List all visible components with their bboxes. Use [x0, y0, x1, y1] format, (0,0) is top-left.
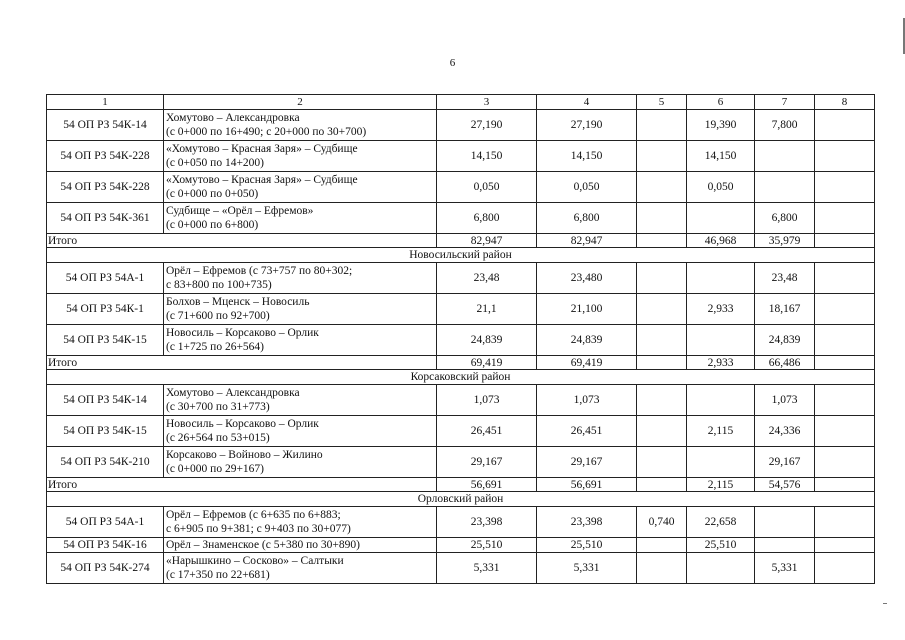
length-value: 5,331 — [437, 553, 537, 584]
total-value: 54,576 — [755, 478, 815, 492]
road-code: 54 ОП РЗ 54А-1 — [47, 263, 164, 294]
length-value — [637, 172, 687, 203]
road-row — [47, 538, 875, 553]
length-value: 25,510 — [437, 538, 537, 553]
road-name — [164, 416, 437, 447]
road-code: 54 ОП РЗ 54К-16 — [47, 538, 164, 553]
road-name-line: Корсаково – Войново – Жилино — [166, 449, 323, 461]
length-value — [637, 141, 687, 172]
road-row — [47, 141, 875, 172]
road-name-line: Орёл – Ефремов (с 6+635 по 6+883; — [166, 509, 341, 521]
road-code: 54 ОП РЗ 54К-14 — [47, 110, 164, 141]
road-name — [164, 385, 437, 416]
road-name-line: Болхов – Мценск – Новосиль — [166, 296, 310, 308]
length-value: 5,331 — [755, 553, 815, 584]
length-value — [687, 385, 755, 416]
road-name — [164, 172, 437, 203]
road-name-line: «Нарышкино – Сосково» – Салтыки — [166, 555, 344, 567]
total-value — [637, 356, 687, 370]
road-name — [164, 203, 437, 234]
road-row — [47, 416, 875, 447]
length-value — [815, 172, 875, 203]
total-row — [47, 234, 875, 248]
length-value — [637, 385, 687, 416]
length-value — [815, 385, 875, 416]
length-value — [687, 553, 755, 584]
road-code: 54 ОП РЗ 54К-1 — [47, 294, 164, 325]
column-header: 3 — [437, 95, 537, 110]
road-code: 54 ОП РЗ 54К-228 — [47, 141, 164, 172]
length-value — [637, 553, 687, 584]
road-section-range: (с 30+700 по 31+773) — [166, 401, 270, 413]
total-value — [637, 234, 687, 248]
length-value: 6,800 — [755, 203, 815, 234]
length-value — [687, 325, 755, 356]
road-code: 54 ОП РЗ 54К-14 — [47, 385, 164, 416]
length-value — [815, 325, 875, 356]
road-name — [164, 507, 437, 538]
length-value — [637, 263, 687, 294]
length-value: 29,167 — [537, 447, 637, 478]
column-header: 4 — [537, 95, 637, 110]
length-value — [815, 538, 875, 553]
length-value: 19,390 — [687, 110, 755, 141]
total-value: 69,419 — [537, 356, 637, 370]
length-value: 25,510 — [537, 538, 637, 553]
road-name — [164, 325, 437, 356]
length-value: 6,800 — [437, 203, 537, 234]
length-value: 14,150 — [537, 141, 637, 172]
road-section-range: (с 26+564 по 53+015) — [166, 432, 270, 444]
total-label: Итого — [47, 234, 437, 248]
column-header: 7 — [755, 95, 815, 110]
district-name: Новосильский район — [47, 248, 875, 263]
length-value — [815, 553, 875, 584]
total-value: 2,933 — [687, 356, 755, 370]
district-header-row — [47, 248, 875, 263]
total-value — [815, 234, 875, 248]
road-section-range: с 83+800 по 100+735) — [166, 279, 272, 291]
length-value — [815, 141, 875, 172]
length-value — [815, 263, 875, 294]
length-value: 25,510 — [687, 538, 755, 553]
roads-table — [46, 94, 875, 584]
length-value: 1,073 — [755, 385, 815, 416]
road-section-range: (с 0+000 по 16+490; с 20+000 по 30+700) — [166, 126, 367, 138]
total-value: 82,947 — [537, 234, 637, 248]
road-row — [47, 325, 875, 356]
length-value: 24,839 — [755, 325, 815, 356]
length-value: 6,800 — [537, 203, 637, 234]
length-value: 24,336 — [755, 416, 815, 447]
district-header-row — [47, 370, 875, 385]
column-header: 1 — [47, 95, 164, 110]
total-value: 46,968 — [687, 234, 755, 248]
length-value — [687, 203, 755, 234]
road-code: 54 ОП РЗ 54К-361 — [47, 203, 164, 234]
road-name — [164, 447, 437, 478]
road-name-line: Орёл – Ефремов (с 73+757 по 80+302; — [166, 265, 353, 277]
length-value: 1,073 — [537, 385, 637, 416]
road-name — [164, 538, 437, 553]
total-value: 56,691 — [537, 478, 637, 492]
length-value: 27,190 — [537, 110, 637, 141]
total-value — [815, 478, 875, 492]
column-header: 6 — [687, 95, 755, 110]
road-name — [164, 553, 437, 584]
total-label: Итого — [47, 356, 437, 370]
road-code: 54 ОП РЗ 54К-228 — [47, 172, 164, 203]
length-value — [815, 294, 875, 325]
length-value — [815, 507, 875, 538]
road-name-line: Хомутово – Александровка — [166, 387, 300, 399]
length-value — [755, 172, 815, 203]
length-value — [687, 447, 755, 478]
total-row — [47, 478, 875, 492]
total-value — [637, 478, 687, 492]
road-section-range: (с 17+350 по 22+681) — [166, 569, 270, 581]
road-name-line: «Хомутово – Красная Заря» – Судбище — [166, 174, 358, 186]
road-section-range: (с 0+000 по 6+800) — [166, 219, 259, 231]
total-value: 35,979 — [755, 234, 815, 248]
length-value — [815, 203, 875, 234]
length-value — [637, 447, 687, 478]
length-value: 26,451 — [437, 416, 537, 447]
road-name — [164, 141, 437, 172]
length-value: 21,1 — [437, 294, 537, 325]
road-row — [47, 172, 875, 203]
length-value: 23,480 — [537, 263, 637, 294]
length-value — [637, 325, 687, 356]
length-value: 26,451 — [537, 416, 637, 447]
district-name: Орловский район — [47, 492, 875, 507]
length-value — [815, 447, 875, 478]
length-value: 23,48 — [755, 263, 815, 294]
road-row — [47, 203, 875, 234]
length-value — [755, 141, 815, 172]
length-value — [815, 416, 875, 447]
length-value: 0,050 — [437, 172, 537, 203]
total-value: 69,419 — [437, 356, 537, 370]
length-value: 27,190 — [437, 110, 537, 141]
length-value: 14,150 — [437, 141, 537, 172]
length-value: 18,167 — [755, 294, 815, 325]
road-code: 54 ОП РЗ 54К-15 — [47, 416, 164, 447]
road-name-line: Новосиль – Корсаково – Орлик — [166, 327, 319, 339]
length-value: 29,167 — [755, 447, 815, 478]
road-code: 54 ОП РЗ 54А-1 — [47, 507, 164, 538]
length-value: 1,073 — [437, 385, 537, 416]
length-value: 23,398 — [537, 507, 637, 538]
total-label: Итого — [47, 478, 437, 492]
district-header-row — [47, 492, 875, 507]
road-row — [47, 294, 875, 325]
road-section-range: (с 71+600 по 92+700) — [166, 310, 270, 322]
road-row — [47, 447, 875, 478]
length-value: 22,658 — [687, 507, 755, 538]
total-row — [47, 356, 875, 370]
road-row — [47, 263, 875, 294]
road-code: 54 ОП РЗ 54К-274 — [47, 553, 164, 584]
length-value: 7,800 — [755, 110, 815, 141]
length-value — [637, 110, 687, 141]
length-value — [637, 203, 687, 234]
length-value — [687, 263, 755, 294]
road-name — [164, 263, 437, 294]
road-code: 54 ОП РЗ 54К-15 — [47, 325, 164, 356]
scan-dot-mark — [883, 603, 887, 604]
road-name-line: Орёл – Знаменское (с 5+380 по 30+890) — [166, 539, 360, 551]
district-name: Корсаковский район — [47, 370, 875, 385]
length-value: 23,398 — [437, 507, 537, 538]
road-name-line: «Хомутово – Красная Заря» – Судбище — [166, 143, 358, 155]
page-number: 6 — [449, 57, 456, 69]
column-header: 2 — [164, 95, 437, 110]
table-body — [47, 95, 875, 584]
column-header: 5 — [637, 95, 687, 110]
total-value: 66,486 — [755, 356, 815, 370]
length-value — [755, 507, 815, 538]
road-name — [164, 110, 437, 141]
length-value: 23,48 — [437, 263, 537, 294]
road-name-line: Хомутово – Александровка — [166, 112, 300, 124]
road-name — [164, 294, 437, 325]
road-section-range: (с 0+000 по 29+167) — [166, 463, 265, 475]
length-value — [637, 538, 687, 553]
column-header: 8 — [815, 95, 875, 110]
length-value: 14,150 — [687, 141, 755, 172]
road-section-range: (с 0+050 по 14+200) — [166, 157, 265, 169]
road-section-range: (с 0+000 по 0+050) — [166, 188, 259, 200]
road-row — [47, 385, 875, 416]
total-value — [815, 356, 875, 370]
length-value: 0,740 — [637, 507, 687, 538]
length-value: 2,115 — [687, 416, 755, 447]
length-value: 24,839 — [437, 325, 537, 356]
length-value: 2,933 — [687, 294, 755, 325]
length-value — [637, 294, 687, 325]
road-name-line: Новосиль – Корсаково – Орлик — [166, 418, 319, 430]
length-value — [637, 416, 687, 447]
road-section-range: с 6+905 по 9+381; с 9+403 по 30+077) — [166, 523, 351, 535]
length-value: 24,839 — [537, 325, 637, 356]
road-row — [47, 110, 875, 141]
length-value — [815, 110, 875, 141]
road-row — [47, 507, 875, 538]
road-row — [47, 553, 875, 584]
length-value: 0,050 — [687, 172, 755, 203]
length-value: 0,050 — [537, 172, 637, 203]
road-name-line: Судбище – «Орёл – Ефремов» — [166, 205, 314, 217]
length-value: 29,167 — [437, 447, 537, 478]
table-header-row — [47, 95, 875, 110]
total-value: 82,947 — [437, 234, 537, 248]
road-code: 54 ОП РЗ 54К-210 — [47, 447, 164, 478]
length-value: 21,100 — [537, 294, 637, 325]
length-value — [755, 538, 815, 553]
total-value: 2,115 — [687, 478, 755, 492]
road-section-range: (с 1+725 по 26+564) — [166, 341, 265, 353]
total-value: 56,691 — [437, 478, 537, 492]
length-value: 5,331 — [537, 553, 637, 584]
